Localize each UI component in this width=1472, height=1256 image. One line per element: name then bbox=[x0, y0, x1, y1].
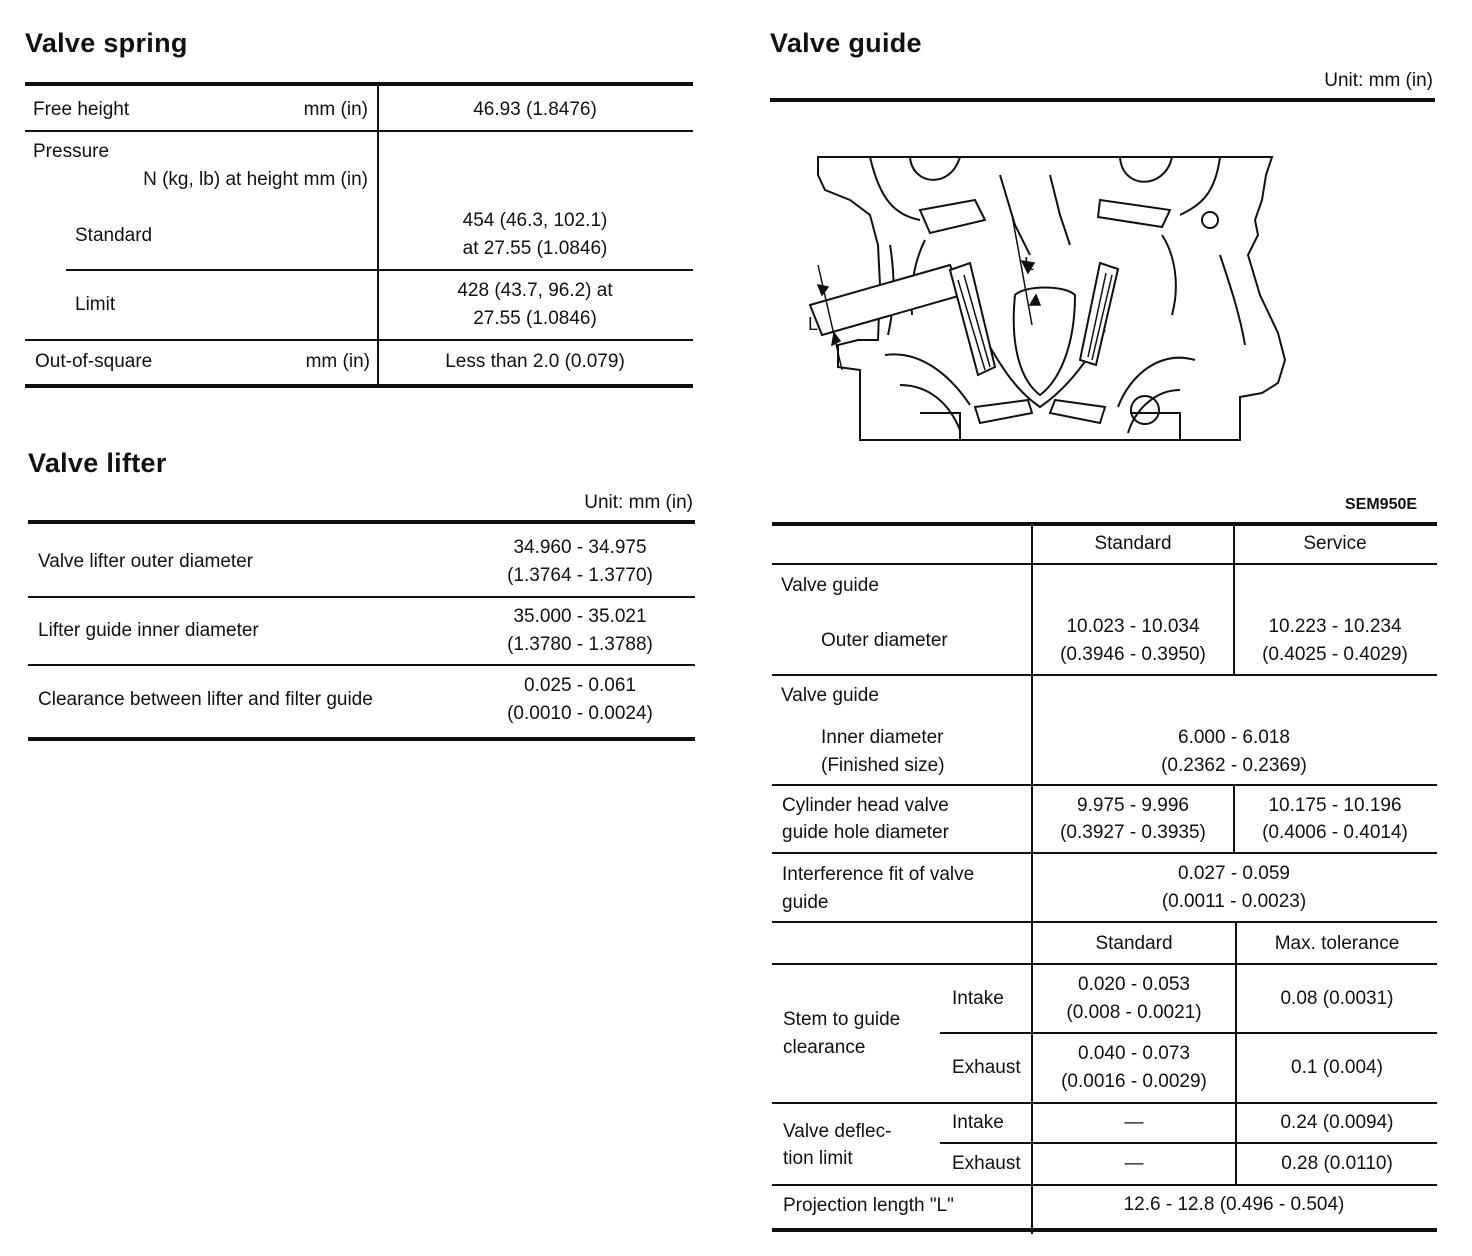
lifter-row-value: 35.000 - 35.021 bbox=[513, 606, 647, 627]
divider bbox=[28, 664, 695, 666]
pressure-limit-label: Limit bbox=[75, 294, 116, 315]
divider bbox=[772, 963, 1437, 965]
stem-exhaust-standard: (0.0016 - 0.0029) bbox=[1061, 1071, 1207, 1092]
stem-intake-standard: 0.020 - 0.053 bbox=[1078, 974, 1190, 995]
header2-standard: Standard bbox=[1095, 933, 1173, 954]
divider bbox=[25, 82, 693, 86]
hole-standard: (0.3927 - 0.3935) bbox=[1060, 822, 1206, 843]
outer-standard: (0.3946 - 0.3950) bbox=[1060, 644, 1206, 665]
divider bbox=[940, 1142, 1437, 1144]
stem-exhaust-standard: 0.040 - 0.073 bbox=[1078, 1043, 1190, 1064]
valve-spring-title: Valve spring bbox=[25, 28, 188, 58]
out-of-square-unit: mm (in) bbox=[305, 351, 370, 372]
interference-label: guide bbox=[782, 892, 829, 913]
free-height-label: Free height bbox=[33, 99, 130, 120]
divider bbox=[772, 522, 1437, 526]
pressure-label: Pressure bbox=[33, 141, 110, 162]
stem-exhaust-label: Exhaust bbox=[952, 1057, 1021, 1078]
divider bbox=[772, 1102, 1437, 1104]
divider bbox=[28, 737, 695, 741]
divider bbox=[772, 784, 1437, 786]
deflection-exhaust-standard: — bbox=[1124, 1153, 1144, 1174]
header-standard: Standard bbox=[1094, 533, 1172, 554]
divider bbox=[772, 852, 1437, 854]
lifter-row-value: (0.0010 - 0.0024) bbox=[507, 703, 653, 724]
interference-value: 0.027 - 0.059 bbox=[1178, 863, 1290, 884]
lifter-row-label: Lifter guide inner diameter bbox=[38, 620, 259, 641]
pressure-standard-value: at 27.55 (1.0846) bbox=[462, 238, 608, 259]
divider bbox=[772, 563, 1437, 565]
pressure-standard-value: 454 (46.3, 102.1) bbox=[462, 210, 608, 231]
header-service: Service bbox=[1303, 533, 1367, 554]
lifter-row-label: Clearance between lifter and filter guide bbox=[38, 689, 373, 710]
outer-standard: 10.023 - 10.034 bbox=[1066, 616, 1200, 637]
lifter-row-label: Valve lifter outer diameter bbox=[38, 551, 254, 572]
divider bbox=[66, 269, 693, 271]
divider bbox=[940, 1032, 1437, 1034]
pressure-limit-value: 27.55 (1.0846) bbox=[473, 308, 597, 329]
out-of-square-label: Out-of-square bbox=[35, 351, 153, 372]
deflection-label: Valve deflec- bbox=[783, 1121, 892, 1142]
out-of-square-value: Less than 2.0 (0.079) bbox=[445, 351, 625, 372]
outer-label: Valve guide bbox=[781, 575, 879, 596]
hole-label: Cylinder head valve bbox=[782, 795, 949, 816]
stem-label: Stem to guide bbox=[783, 1009, 901, 1030]
valve-guide-title: Valve guide bbox=[770, 28, 922, 58]
deflection-exhaust-max: 0.28 (0.0110) bbox=[1281, 1153, 1393, 1174]
outer-service: (0.4025 - 0.4029) bbox=[1262, 644, 1408, 665]
stem-exhaust-max: 0.1 (0.004) bbox=[1291, 1057, 1383, 1078]
pressure-sublabel: N (kg, lb) at height mm (in) bbox=[143, 169, 368, 190]
divider bbox=[25, 339, 693, 341]
interference-value: (0.0011 - 0.0023) bbox=[1161, 891, 1307, 912]
inner-value: (0.2362 - 0.2369) bbox=[1161, 755, 1307, 776]
divider bbox=[770, 98, 1435, 102]
inner-label: Inner diameter bbox=[821, 727, 944, 748]
lifter-row-value: 34.960 - 34.975 bbox=[513, 537, 647, 558]
divider bbox=[772, 1228, 1437, 1232]
free-height-unit: mm (in) bbox=[303, 99, 368, 120]
divider bbox=[28, 596, 695, 598]
lifter-row-value: (1.3764 - 1.3770) bbox=[507, 565, 653, 586]
outer-service: 10.223 - 10.234 bbox=[1268, 616, 1402, 637]
valve-guide-unit: Unit: mm (in) bbox=[1324, 70, 1433, 91]
valve-lifter-title: Valve lifter bbox=[28, 448, 167, 478]
projection-value: 12.6 - 12.8 (0.496 - 0.504) bbox=[1123, 1194, 1345, 1215]
deflection-intake-label: Intake bbox=[952, 1112, 1004, 1133]
hole-standard: 9.975 - 9.996 bbox=[1077, 795, 1189, 816]
deflection-intake-standard: — bbox=[1124, 1112, 1144, 1133]
outer-label: Outer diameter bbox=[821, 630, 948, 651]
hole-service: (0.4006 - 0.4014) bbox=[1262, 822, 1408, 843]
divider bbox=[1235, 922, 1237, 1184]
stem-intake-standard: (0.008 - 0.0021) bbox=[1066, 1002, 1202, 1023]
deflection-intake-max: 0.24 (0.0094) bbox=[1280, 1112, 1394, 1133]
stem-intake-label: Intake bbox=[952, 988, 1004, 1009]
divider bbox=[772, 674, 1437, 676]
deflection-label: tion limit bbox=[783, 1148, 853, 1169]
lifter-row-value: 0.025 - 0.061 bbox=[524, 675, 636, 696]
hole-service: 10.175 - 10.196 bbox=[1268, 795, 1402, 816]
pressure-limit-value: 428 (43.7, 96.2) at bbox=[457, 280, 613, 301]
stem-label: clearance bbox=[783, 1037, 866, 1058]
divider bbox=[28, 520, 695, 524]
interference-label: Interference fit of valve bbox=[782, 864, 975, 885]
pressure-standard-label: Standard bbox=[75, 225, 153, 246]
divider bbox=[25, 384, 693, 388]
inner-label: Valve guide bbox=[781, 685, 879, 706]
lifter-row-value: (1.3780 - 1.3788) bbox=[507, 634, 653, 655]
header2-max: Max. tolerance bbox=[1274, 933, 1400, 954]
divider bbox=[772, 1184, 1437, 1186]
hole-label: guide hole diameter bbox=[782, 822, 949, 843]
stem-intake-max: 0.08 (0.0031) bbox=[1280, 988, 1394, 1009]
valve-lifter-unit: Unit: mm (in) bbox=[584, 492, 693, 513]
figure-code: SEM950E bbox=[1345, 496, 1418, 513]
inner-label: (Finished size) bbox=[821, 755, 945, 776]
divider bbox=[772, 921, 1437, 923]
projection-label: Projection length "L" bbox=[783, 1195, 954, 1216]
divider bbox=[25, 130, 693, 132]
deflection-exhaust-label: Exhaust bbox=[952, 1153, 1021, 1174]
inner-value: 6.000 - 6.018 bbox=[1178, 727, 1290, 748]
label-L-center: L bbox=[1024, 254, 1035, 274]
cylinder-head-diagram bbox=[800, 145, 1300, 450]
free-height-value: 46.93 (1.8476) bbox=[473, 99, 597, 120]
label-L-left: L bbox=[808, 314, 819, 334]
